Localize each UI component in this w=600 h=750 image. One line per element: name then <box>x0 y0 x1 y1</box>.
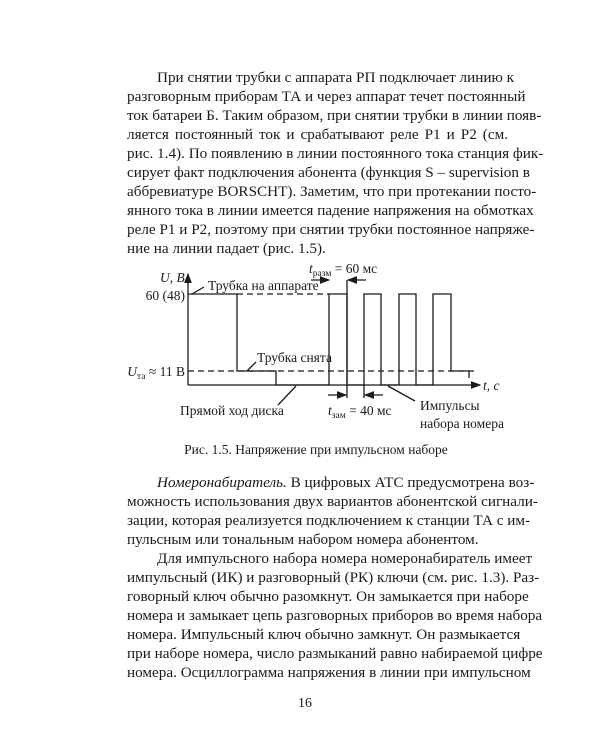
text-line: при наборе номера, число размыканий равно набираемой цифре <box>127 645 543 662</box>
t-open-label: $t_{разм} = 60$ мс <box>309 261 378 279</box>
x-axis-label: t, с <box>483 378 500 393</box>
offhook-leader <box>247 362 256 371</box>
figure-caption: Рис. 1.5. Напряжение при импульсном наборе <box>184 442 448 457</box>
text-line: аббревиатуре BORSCHT). Заметим, что при протекании посто- <box>127 183 537 200</box>
y-axis-label: U, В <box>160 270 185 285</box>
pulses-leader <box>388 386 415 401</box>
text-line: разговорным приборам ТА и через аппарат течет постоянный <box>127 88 526 105</box>
label-dial: Прямой ход диска <box>180 403 284 418</box>
text-line: При снятии трубки с аппарата РП подключает линию к <box>157 69 515 86</box>
text-line: ток батареи Б. Таким образом, при снятии трубки в линии появ- <box>127 107 542 124</box>
label-pulses: Импульсы <box>420 398 480 413</box>
text-line: ляется постоянный ток и срабатывают реле Р1 и Р2 (см. <box>127 126 508 143</box>
label-offhook: Трубка снята <box>257 350 332 365</box>
italic-term: Номеронабиратель. <box>157 474 287 491</box>
text-line: номера. Осциллограмма напряжения в линии при импульсном <box>127 664 531 681</box>
text-line: Для импульсного набора номера номеронабиратель имеет <box>157 550 533 567</box>
text-line: можность использования двух вариантов абонентской сигнали- <box>127 493 538 510</box>
text-line: говорный ключ обычно разомкнут. Он замыкается при наборе <box>127 588 529 605</box>
text-line: зации, которая реализуется подключением к станции ТА с им- <box>127 512 531 529</box>
text-line: импульсный (ИК) и разговорный (РК) ключи (см. рис. 1.3). Раз- <box>127 569 540 586</box>
text-line <box>157 473 535 492</box>
text-span: В цифровых АТС предусмотрена воз- <box>286 474 535 491</box>
text-line: янного тока в линии имеется падение напряжения на обмотках <box>127 202 534 219</box>
text-line: ние на линии падает (рис. 1.5). <box>127 240 326 257</box>
text-line: реле Р1 и Р2, поэтому при снятии трубки постоянное напряже- <box>127 221 535 238</box>
onhook-leader <box>192 287 204 294</box>
low-level-label: $U_{та} \approx 11$ В <box>127 364 185 382</box>
label-pulses-2: набора номера <box>420 416 504 431</box>
text-line: пульсным или тональным набором номера абонентом. <box>127 531 479 548</box>
text-line: номера. Импульсный ключ обычно замкнут. Он размыкается <box>127 626 521 643</box>
page-number: 16 <box>298 696 312 711</box>
t-close-label: $t_{зам} = 40$ мс <box>328 403 392 421</box>
label-onhook: Трубка на аппарате <box>208 278 319 293</box>
text-line: рис. 1.4). По появлению в линии постоянного тока станция фик- <box>127 145 544 162</box>
high-level-label: 60 (48) <box>145 288 185 303</box>
text-line: номера и замыкает цепь разговорных приборов во время набора <box>127 607 543 624</box>
text-line: сирует факт подключения абонента (функция S – supervision в <box>127 164 530 181</box>
